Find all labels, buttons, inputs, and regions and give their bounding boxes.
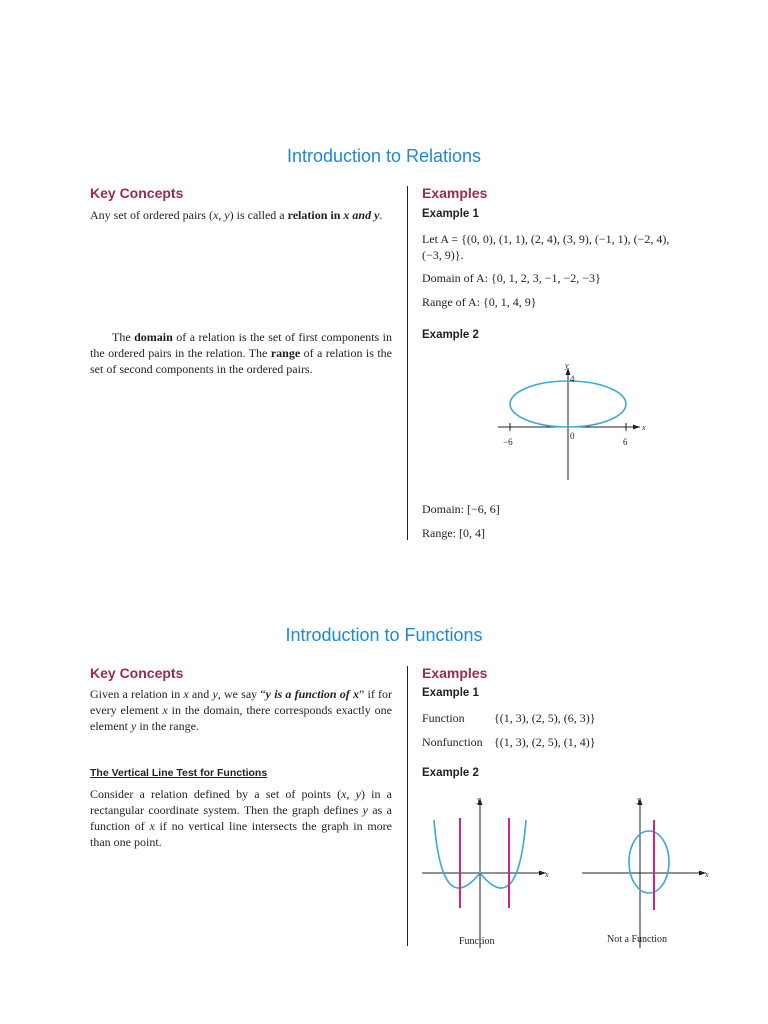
not-function-graph: [578, 790, 713, 950]
function-definition: Given a relation in x and y, we say “y is a function of x” if for every element x in the domain, there corresponds exactly one element y in the range.: [90, 687, 392, 733]
ellipse-curve: [629, 831, 669, 893]
not-function-graph-caption: Not a Function: [607, 934, 667, 945]
relations-example1-set-line2: (−3, 9)}.: [422, 248, 464, 262]
functions-key-concepts-heading: Key Concepts: [90, 665, 184, 681]
relations-key-concepts-heading: Key Concepts: [90, 185, 184, 201]
relations-example1-set-line1: Let A = {(0, 0), (1, 1), (2, 4), (3, 9), (−1, 1), (−2, 4),: [422, 232, 670, 246]
relations-example1-range: Range of A: {0, 1, 4, 9}: [422, 295, 537, 309]
relations-example2-domain: Domain: [−6, 6]: [422, 502, 500, 516]
function-graph-x-label: x: [545, 870, 549, 879]
relations-example1-domain: Domain of A: {0, 1, 2, 3, −1, −2, −3}: [422, 271, 601, 285]
graph-y-label: y: [565, 361, 569, 370]
relations-column-divider: [407, 186, 408, 540]
functions-title: Introduction to Functions: [285, 625, 483, 645]
not-function-graph-y-label: y: [637, 795, 641, 804]
graph-tick-6-label: 6: [623, 437, 628, 447]
relations-example2-range: Range: [0, 4]: [422, 526, 485, 540]
nonfunction-example-set: {(1, 3), (2, 5), (1, 4)}: [494, 735, 596, 749]
x-axis-arrow: [633, 425, 640, 430]
ellipse-graph: [490, 360, 660, 485]
nonfunction-example-label: Nonfunction: [422, 735, 483, 749]
function-example-set: {(1, 3), (2, 5), (6, 3)}: [494, 711, 596, 725]
relation-definition: Any set of ordered pairs (x, y) is called a relation in x and y.: [90, 208, 383, 222]
not-function-graph-x-label: x: [705, 870, 709, 879]
functions-example2-label: Example 2: [422, 767, 479, 779]
relations-example2-label: Example 2: [422, 329, 479, 341]
function-example-label: Function: [422, 711, 465, 725]
relations-title: Introduction to Relations: [286, 146, 482, 166]
graph-x-label: x: [642, 423, 646, 432]
function-graph-y-label: y: [477, 795, 481, 804]
functions-column-divider: [407, 666, 408, 946]
function-graph: [418, 790, 553, 950]
functions-example1-label: Example 1: [422, 687, 479, 699]
graph-tick-4-label: 4: [570, 374, 575, 384]
relations-example1-label: Example 1: [422, 208, 479, 220]
relations-examples-heading: Examples: [422, 185, 488, 201]
graph-origin-label: 0: [570, 431, 575, 441]
vertical-line-test-heading: The Vertical Line Test for Functions: [90, 767, 268, 779]
graph-tick-minus6-label: −6: [503, 437, 513, 447]
functions-examples-heading: Examples: [422, 665, 488, 681]
vertical-line-test-text: Consider a relation defined by a set of points (x, y) in a rectangular coordinate system. Then the graph defines y as a function of x if no vertical line intersects the graph in more than one point.: [90, 787, 393, 849]
domain-range-definition: The domain of a relation is the set of first components in the ordered pairs in the relation. The range of a relation is the set of second components in the ordered pairs.: [90, 330, 393, 376]
function-graph-caption: Function: [459, 936, 495, 947]
